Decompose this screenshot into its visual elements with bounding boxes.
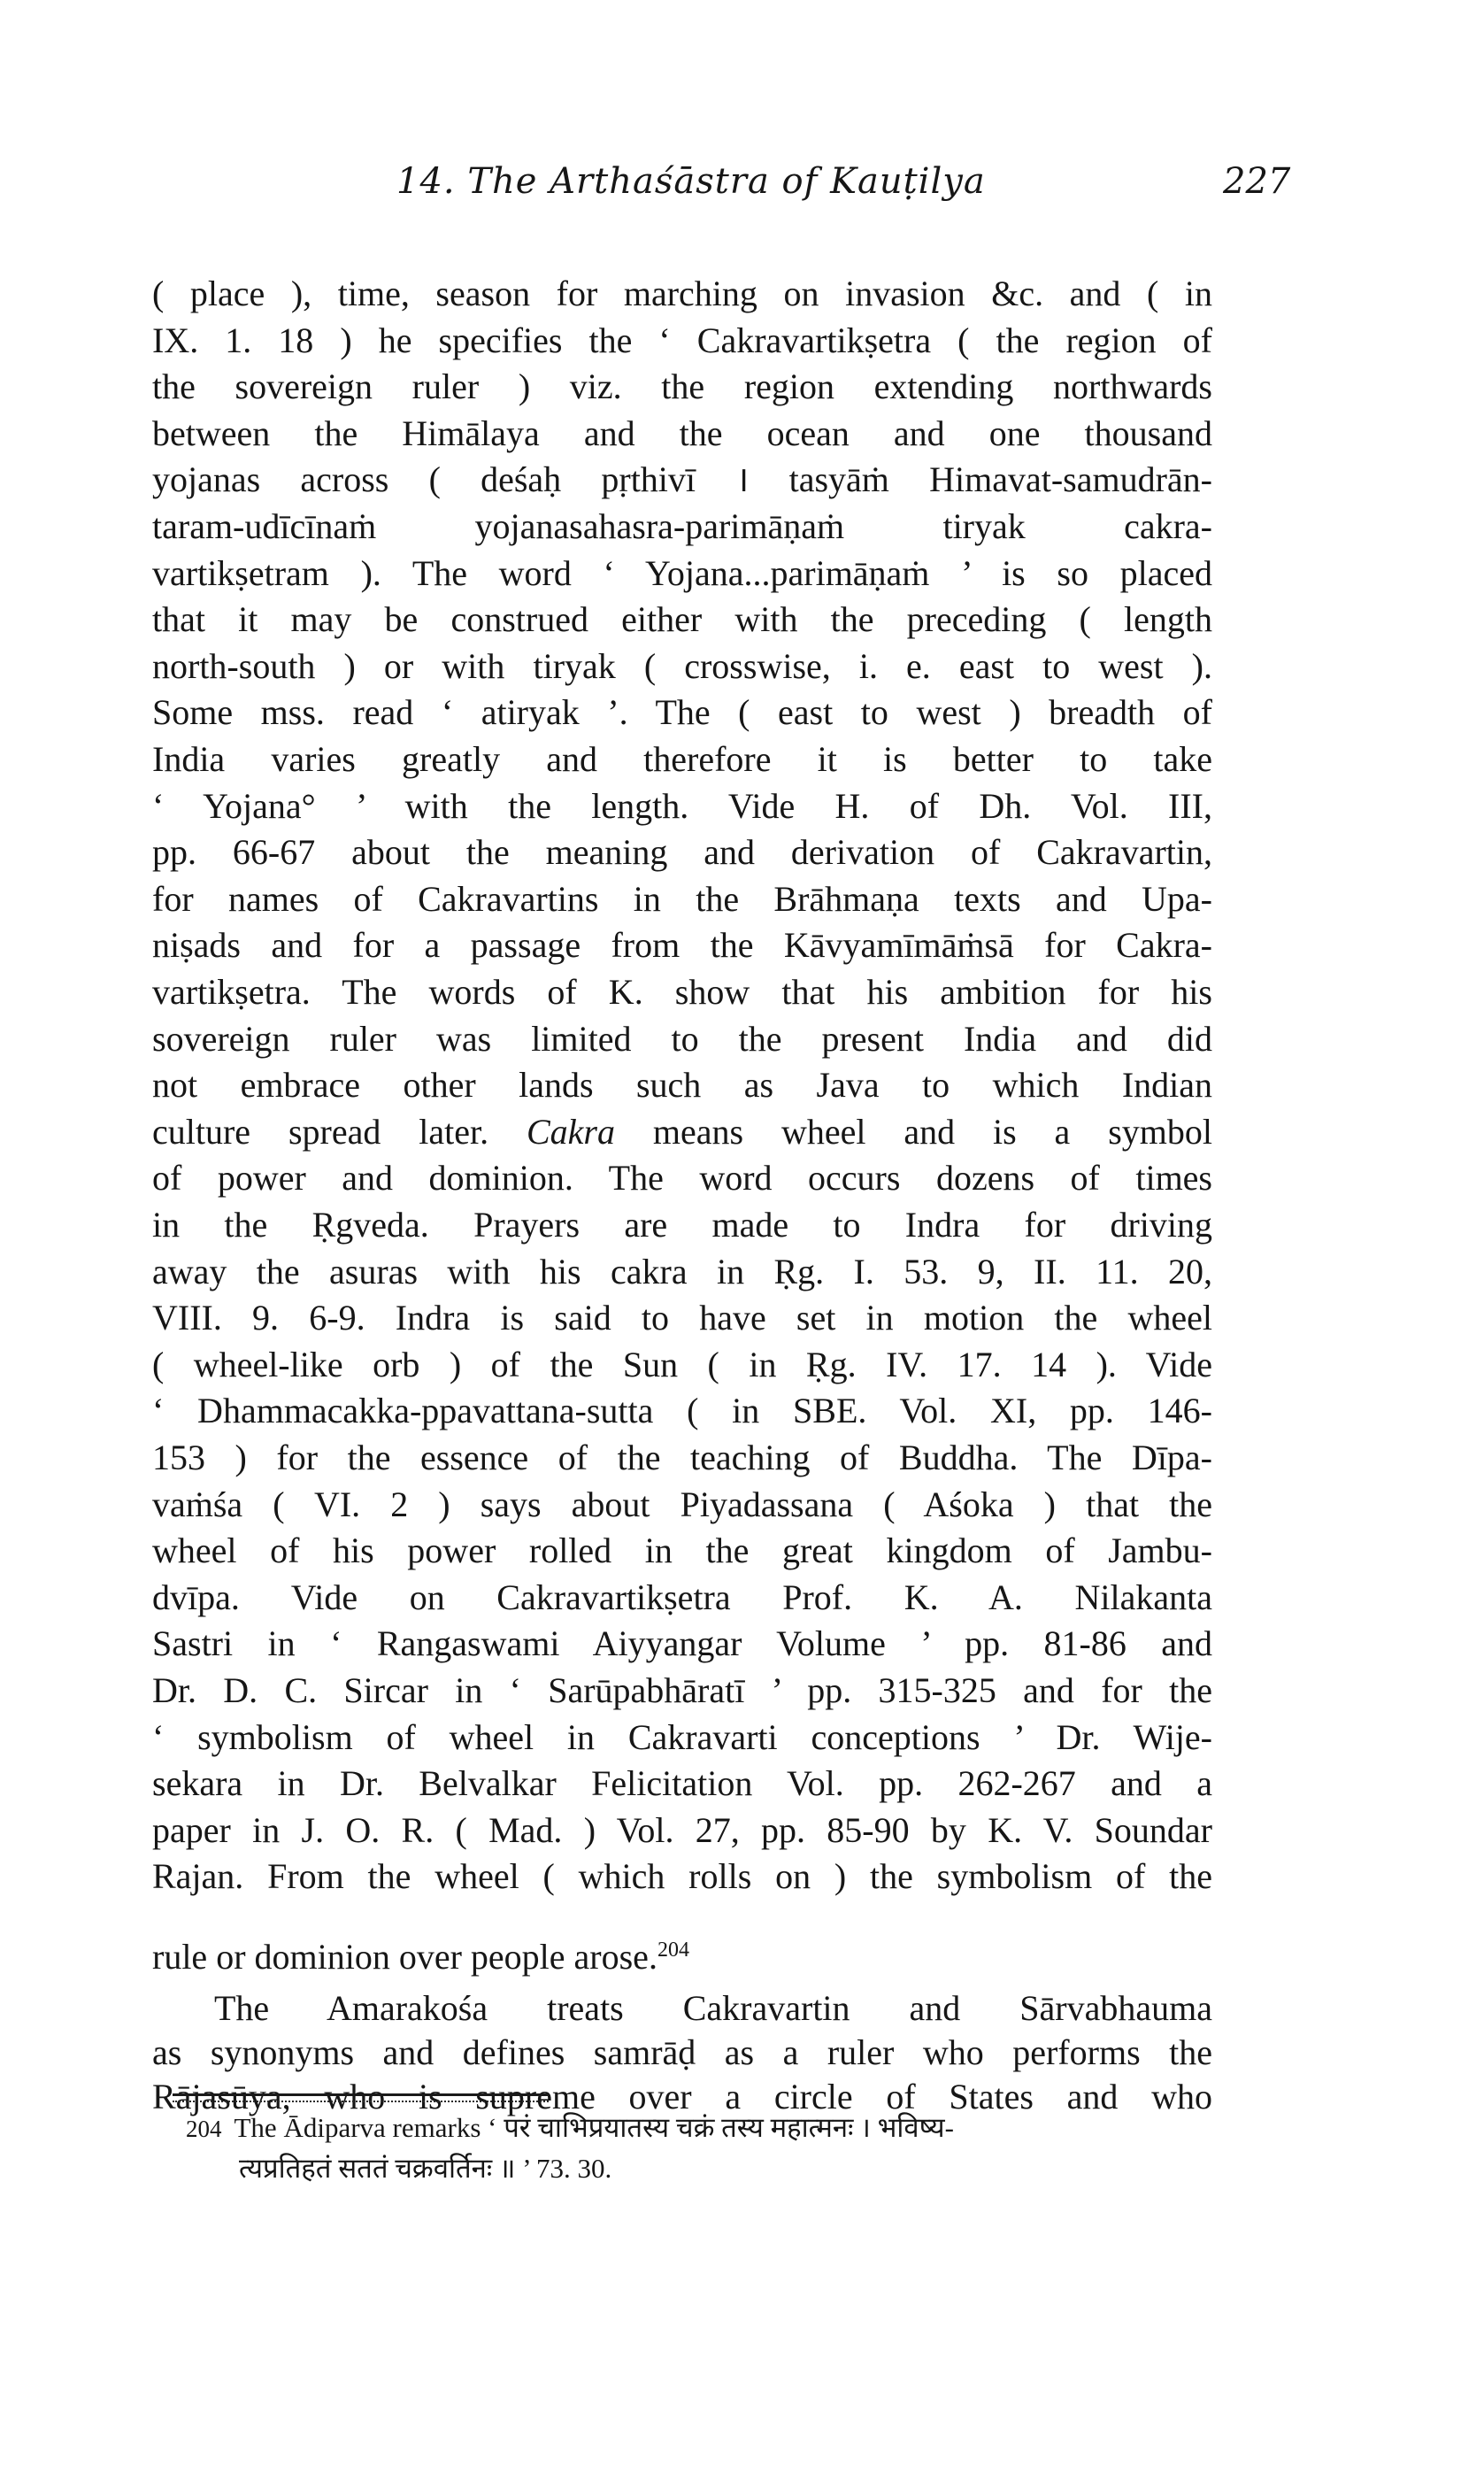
footnote-line-1 (186, 2110, 954, 2147)
paragraph-1-line: vartikṣetra. The words of K. show that his ambition for his (152, 972, 1212, 1012)
paragraph-1-line: culture spread later. Cakra means wheel and is a symbol (152, 1112, 1212, 1152)
paragraph-1-line: dvīpa. Vide on Cakravartikṣetra Prof. K. A. Nilakanta (152, 1577, 1212, 1617)
paragraph-1-line: ‘ symbolism of wheel in Cakravarti conceptions ’ Dr. Wije- (152, 1717, 1212, 1757)
paragraph-1-line: yojanas across ( deśaḥ pṛthivī । tasyāṁ Himavat-samudrān- (152, 459, 1212, 499)
paragraph-1-line: vaṁśa ( VI. 2 ) says about Piyadassana ( Aśoka ) that the (152, 1484, 1212, 1524)
paragraph-2-line: The Amarakośa treats Cakravartin and Sārvabhauma (214, 1988, 1212, 2028)
paragraph-1-line: ‘ Yojana° ’ with the length. Vide H. of Dh. Vol. III, (152, 786, 1212, 826)
footnote-text-2: त्यप्रतिहतं सततं चक्रवर्तिनः ॥ ’ 73. 30. (239, 2153, 612, 2184)
paragraph-2-line: Rājasūya, who is supreme over a circle of States and who (152, 2077, 1212, 2116)
paragraph-1-line: ‘ Dhammacakka-ppavattana-sutta ( in SBE. Vol. XI, pp. 146- (152, 1391, 1212, 1430)
paragraph-1-line: wheel of his power rolled in the great kingdom of Jambu- (152, 1530, 1212, 1570)
paragraph-1-line: for names of Cakravartins in the Brāhmaṇa texts and Upa- (152, 879, 1212, 919)
paragraph-1-line: 153 ) for the essence of the teaching of Buddha. The Dīpa- (152, 1438, 1212, 1477)
paragraph-1-line: ( wheel-like orb ) of the Sun ( in Ṛg. IV. 17. 14 ). Vide (152, 1345, 1212, 1384)
paragraph-1-line: away the asuras with his cakra in Ṛg. I. 53. 9, II. 11. 20, (152, 1252, 1212, 1291)
paragraph-1-line: VIII. 9. 6-9. Indra is said to have set in motion the wheel (152, 1298, 1212, 1338)
paragraph-1-line: niṣads and for a passage from the Kāvyamīmāṁsā for Cakra- (152, 925, 1212, 965)
footnote-text-1: The Ādiparva remarks ‘ परं चाभिप्रयातस्य चक्रं तस्य महात्मनः । भविष्य- (234, 2112, 954, 2143)
paragraph-1-line: the sovereign ruler ) viz. the region extending northwards (152, 366, 1212, 406)
paragraph-1-line: that it may be construed either with the preceding ( length (152, 599, 1212, 639)
footnote-separator-dotted (173, 2101, 549, 2102)
paragraph-1-line: north-south ) or with tiryak ( crosswise, i. e. east to west ). (152, 646, 1212, 686)
footnote-line-2 (239, 2151, 611, 2186)
paragraph-1-line: India varies greatly and therefore it is better to take (152, 739, 1212, 779)
running-header-title: 14. The Arthaśāstra of Kauṭilya (396, 161, 986, 202)
paragraph-1-line: sovereign ruler was limited to the present India and did (152, 1019, 1212, 1059)
paragraph-1-line: paper in J. O. R. ( Mad. ) Vol. 27, pp. 85-90 by K. V. Soundar (152, 1810, 1212, 1850)
paragraph-1-line: of power and dominion. The word occurs dozens of times (152, 1158, 1212, 1198)
paragraph-1-line: pp. 66-67 about the meaning and derivation of Cakravartin, (152, 832, 1212, 872)
paragraph-1-line: Rajan. From the wheel ( which rolls on ) the symbolism of the (152, 1856, 1212, 1896)
footnote-number: 204 (186, 2116, 222, 2142)
page-number: 227 (1223, 161, 1291, 202)
paragraph-1-line: Dr. D. C. Sircar in ‘ Sarūpabhāratī ’ pp. 315-325 and for the (152, 1670, 1212, 1710)
paragraph-1-line: taram-udīcīnaṁ yojanasahasra-parimāṇaṁ tiryak cakra- (152, 506, 1212, 546)
paragraph-1-line: Sastri in ‘ Rangaswami Aiyyangar Volume ’ pp. 81-86 and (152, 1623, 1212, 1663)
paragraph-1-line: between the Himālaya and the ocean and one thousand (152, 413, 1212, 453)
paragraph-1-line: IX. 1. 18 ) he specifies the ‘ Cakravartikṣetra ( the region of (152, 320, 1212, 360)
footnote-reference: 204 (657, 1939, 689, 1962)
paragraph-2-line: as synonyms and defines samrāḍ as a ruler who performs the (152, 2032, 1212, 2072)
paragraph-1-line: ( place ), time, season for marching on invasion &c. and ( in (152, 274, 1212, 313)
paragraph-1-last-text: rule or dominion over people arose. (152, 1937, 657, 1977)
footnote-separator (173, 2093, 549, 2096)
paragraph-1-line: not embrace other lands such as Java to which Indian (152, 1065, 1212, 1105)
paragraph-1-line: vartikṣetram ). The word ‘ Yojana...parimāṇaṁ ’ is so placed (152, 553, 1212, 593)
paragraph-1-line: in the Ṛgveda. Prayers are made to Indra for driving (152, 1205, 1212, 1245)
paragraph-1-line: Some mss. read ‘ atiryak ’. The ( east to west ) breadth of (152, 692, 1212, 732)
paragraph-1-last-line (152, 1936, 1212, 1978)
paragraph-1-line: sekara in Dr. Belvalkar Felicitation Vol. pp. 262-267 and a (152, 1763, 1212, 1803)
